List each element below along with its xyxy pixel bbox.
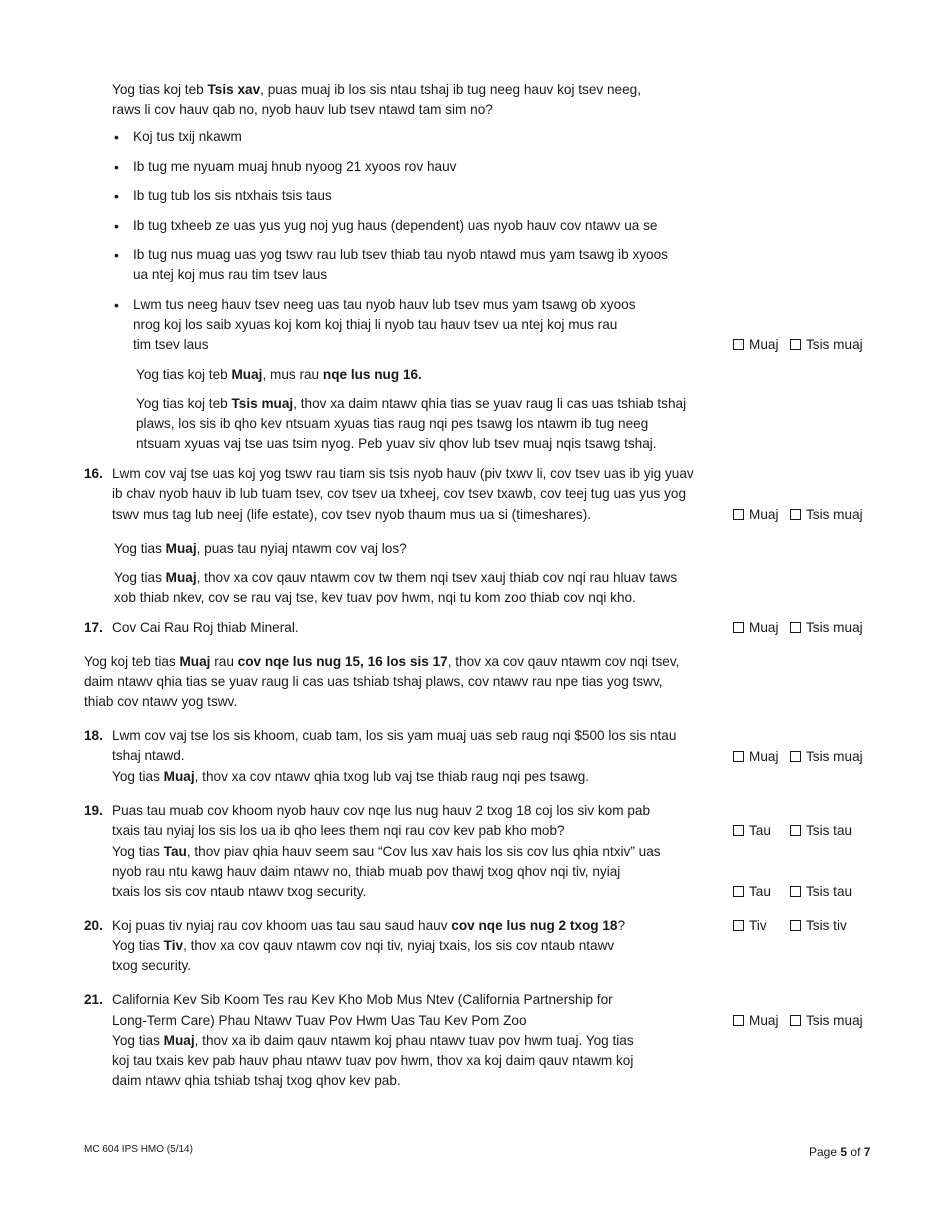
bullet-dot: • — [114, 159, 119, 175]
checkbox-tsis-muaj[interactable] — [790, 748, 863, 766]
intro-question — [112, 81, 641, 99]
text: Yog tias koj teb — [112, 82, 208, 97]
bullet-dot: • — [114, 188, 119, 204]
checkbox-box[interactable] — [733, 339, 744, 350]
text: , thov xa cov ntawv qhia txog lub vaj tse thiab raug nqi pes tsawg. — [194, 769, 590, 784]
q16-text-line2: ib chav nyob hauv ib lub tuam tsev, cov tsev ua txheej, cov tsev txawb, cov teej tug uas yus yog — [112, 486, 687, 501]
text: , thov xa daim ntawv qhia tias se yuav raug li cas uas tshiab tshaj — [293, 396, 687, 411]
checkbox-label: Tau — [749, 823, 771, 838]
text: , mus rau — [262, 367, 323, 382]
text: of — [850, 1145, 861, 1159]
text-bold: cov nqe lus nug 15, 16 los sis 17 — [237, 654, 448, 669]
checkbox-box[interactable] — [790, 509, 801, 520]
text: Yog tias — [112, 769, 164, 784]
checkbox-tsis-tiv[interactable] — [790, 917, 847, 935]
text-bold: Muaj — [165, 541, 197, 556]
text-bold: Muaj — [179, 654, 211, 669]
checkbox-box[interactable] — [733, 622, 744, 633]
bullet-dot: • — [114, 218, 119, 234]
checkbox-label: Tsis muaj — [806, 337, 863, 352]
checkbox-muaj[interactable] — [733, 748, 778, 766]
intro-no-instruction-line2: plaws, los sis ib qho kev ntsuam xyuas tias raug nqi pes tsawg los ntawm ib tug neeg — [136, 416, 649, 431]
checkbox-tsis-muaj[interactable] — [790, 619, 863, 637]
form-id: MC 604 IPS HMO (5/14) — [84, 1144, 193, 1155]
checkbox-tau[interactable] — [733, 822, 771, 840]
checkbox-box[interactable] — [733, 886, 744, 897]
text: Yog tias — [112, 844, 164, 859]
text: Page — [809, 1145, 838, 1159]
checkbox-tsis-tau[interactable] — [790, 822, 852, 840]
text-bold: Tsis muaj — [231, 396, 294, 411]
text: , puas muaj ib los sis ntau tshaj ib tug neeg hauv koj tsev neeg, — [260, 82, 641, 97]
text: Yog tias koj teb — [136, 396, 232, 411]
checkbox-box[interactable] — [790, 751, 801, 762]
text-bold: cov nqe lus nug 2 txog 18 — [451, 918, 618, 933]
text: , thov xa cov qauv ntawm cov nqi tsev, — [447, 654, 680, 669]
question-number: 16. — [84, 466, 103, 481]
checkbox-label: Tsis muaj — [806, 620, 863, 635]
text: Yog tias — [114, 570, 166, 585]
bullet-item-cont: tim tsev laus — [133, 337, 209, 352]
q19-text: Puas tau muab cov khoom nyob hauv cov nqe lus nug hauv 2 txog 18 coj los siv kom pab — [112, 803, 651, 818]
text: Yog tias — [114, 541, 166, 556]
intro-no-instruction-line3: ntsuam xyuas vaj tse uas tsim nyog. Peb yuav siv qhov lub tsev muaj nqis tsawg tshaj. — [136, 436, 657, 451]
checkbox-box[interactable] — [733, 825, 744, 836]
text: Yog tias — [112, 938, 164, 953]
question-number: 19. — [84, 803, 103, 818]
checkbox-box[interactable] — [790, 339, 801, 350]
text: , thov piav qhia hauv seem sau “Cov lus xav hais los sis cov lus qhia ntxiv” uas — [186, 844, 661, 859]
page-indicator — [809, 1143, 870, 1161]
bullet-item: Ib tug tub los sis ntxhais tsis taus — [133, 188, 332, 203]
text-bold: nqe lus nug 16. — [322, 367, 422, 382]
q18-text: Lwm cov vaj tse los sis khoom, cuab tam, los sis yam muaj uas seb raug nqi $500 los sis ntau — [112, 728, 677, 743]
q16-followup — [114, 540, 407, 558]
text-bold: Tau — [163, 844, 187, 859]
text: Koj puas tiv nyiaj rau cov khoom uas tau sau saud hauv — [112, 918, 452, 933]
checkbox-label: Tsis tau — [806, 884, 853, 899]
checkbox-box[interactable] — [790, 1015, 801, 1026]
checkbox-box[interactable] — [790, 920, 801, 931]
q17-text: Cov Cai Rau Roj thiab Mineral. — [112, 620, 299, 635]
text: Yog tias — [112, 1033, 164, 1048]
checkbox-label: Tsis tau — [806, 823, 853, 838]
bullet-item: Ib tug nus muag uas yog tswv rau lub tsev thiab tau nyob ntawd mus yam tsawg ib xyoos — [133, 247, 668, 262]
question-number: 21. — [84, 992, 103, 1007]
checkbox-label: Tsis muaj — [806, 749, 863, 764]
q20-text — [112, 917, 625, 935]
page-number: 5 — [840, 1145, 848, 1159]
q21-followup-line3: daim ntawv qhia tshiab tshaj txog qhov kev pab. — [112, 1073, 401, 1088]
checkbox-muaj[interactable] — [733, 506, 778, 524]
checkbox-tsis-muaj[interactable] — [790, 506, 863, 524]
checkbox-box[interactable] — [733, 1015, 744, 1026]
checkbox-muaj[interactable] — [733, 619, 778, 637]
checkbox-tsis-muaj[interactable] — [790, 1012, 863, 1030]
text: , thov xa cov qauv ntawm cov tw them nqi tsev xauj thiab cov nqi rau hluav taws — [196, 570, 678, 585]
bullet-dot: • — [114, 297, 119, 313]
intro-yes-instruction — [136, 366, 422, 384]
text-bold: Muaj — [163, 1033, 195, 1048]
text-bold: Muaj — [163, 769, 195, 784]
bullet-item: Koj tus txij nkawm — [133, 129, 242, 144]
bullet-item: Ib tug txheeb ze uas yus yug noj yug haus (dependent) uas nyob hauv cov ntawv ua se — [133, 218, 658, 233]
q16-text: Lwm cov vaj tse uas koj yog tswv rau tiam sis tsis nyob hauv (piv txwv li, cov tsev uas ib yig yuav — [112, 466, 694, 481]
q19-followup-line3: txais los sis cov ntaub ntawv txog security. — [112, 884, 367, 899]
question-number: 20. — [84, 918, 103, 933]
q16-followup2-line2: xob thiab nkev, cov se rau vaj tse, kev tuav pov hwm, nqi tu kom zoo thiab cov nqi kho. — [114, 590, 636, 605]
text-bold: Muaj — [231, 367, 263, 382]
checkbox-box[interactable] — [790, 825, 801, 836]
checkbox-box[interactable] — [733, 509, 744, 520]
question-number: 17. — [84, 620, 103, 635]
checkbox-box[interactable] — [790, 622, 801, 633]
checkbox-box[interactable] — [790, 886, 801, 897]
checkbox-label: Muaj — [749, 507, 779, 522]
checkbox-label: Muaj — [749, 1013, 779, 1028]
checkbox-label: Muaj — [749, 337, 779, 352]
checkbox-label: Tsis tiv — [806, 918, 847, 933]
text: , puas tau nyiaj ntawm cov vaj los? — [196, 541, 407, 556]
text: rau — [210, 654, 238, 669]
text-bold: Tiv — [163, 938, 184, 953]
intro-question-line2: raws li cov hauv qab no, nyob hauv lub tsev ntawd tam sim no? — [112, 102, 493, 117]
q16-text-line3: tswv mus tag lub neej (life estate), cov tsev nyob thaum mus ua si (timeshares). — [112, 507, 591, 522]
bullet-item-cont: ua ntej koj mus rau tim tsev laus — [133, 267, 328, 282]
q21-text-line2: Long-Term Care) Phau Ntawv Tuav Pov Hwm Uas Tau Kev Pom Zoo — [112, 1013, 527, 1028]
q20-followup — [112, 937, 614, 955]
text: , thov xa ib daim qauv ntawm koj phau ntawv tuav pov hwm tuaj. Yog tias — [194, 1033, 634, 1048]
q21-text: California Kev Sib Koom Tes rau Kev Kho Mob Mus Ntev (California Partnership for — [112, 992, 613, 1007]
q20-followup-line2: txog security. — [112, 958, 192, 973]
text: Yog tias koj teb — [136, 367, 232, 382]
checkbox-box[interactable] — [733, 920, 744, 931]
q15-17-instruction-line2: daim ntawv qhia tias se yuav raug li cas uas tshiab tshaj plaws, cov ntawv rau npe tias yog tswv, — [84, 674, 663, 689]
text: , thov xa cov qauv ntawm cov nqi tiv, nyiaj txais, los sis cov ntaub ntawv — [183, 938, 615, 953]
checkbox-tiv[interactable] — [733, 917, 767, 935]
q18-text-line2: tshaj ntawd. — [112, 748, 185, 763]
bullet-dot: • — [114, 129, 119, 145]
checkbox-label: Tau — [749, 884, 771, 899]
checkbox-label: Tsis muaj — [806, 507, 863, 522]
text: ? — [617, 918, 626, 933]
text-bold: Muaj — [165, 570, 197, 585]
bullet-item-cont: nrog koj los saib xyuas koj kom koj thiaj li nyob tau hauv tsev ua ntej koj mus rau — [133, 317, 618, 332]
bullet-item: Lwm tus neeg hauv tsev neeg uas tau nyob hauv lub tsev mus yam tsawg ob xyoos — [133, 297, 636, 312]
text: Yog koj teb tias — [84, 654, 180, 669]
q21-followup — [112, 1032, 634, 1050]
checkbox-tsis-muaj[interactable] — [790, 336, 863, 354]
checkbox-muaj[interactable] — [733, 1012, 778, 1030]
q19-followup — [112, 843, 661, 861]
q15-17-instruction-line3: thiab cov ntawv yog tswv. — [84, 694, 238, 709]
q15-17-instruction — [84, 653, 679, 671]
q19-text-line2: txais tau nyiaj los sis los ua ib qho lees them nqi rau cov kev pab kho mob? — [112, 823, 565, 838]
page-total: 7 — [863, 1145, 871, 1159]
q18-followup — [112, 768, 589, 786]
checkbox-muaj[interactable] — [733, 336, 778, 354]
question-number: 18. — [84, 728, 103, 743]
text-bold: Tsis xav — [207, 82, 261, 97]
checkbox-label: Tsis muaj — [806, 1013, 863, 1028]
q16-followup2 — [114, 569, 677, 587]
bullet-item: Ib tug me nyuam muaj hnub nyoog 21 xyoos rov hauv — [133, 159, 457, 174]
q21-followup-line2: koj tau txais kev pab hauv phau ntawv tuav pov hwm, thov xa koj daim qauv ntawm koj — [112, 1053, 634, 1068]
checkbox-tsis-tau[interactable] — [790, 883, 852, 901]
bullet-dot: • — [114, 247, 119, 263]
checkbox-label: Muaj — [749, 749, 779, 764]
checkbox-tau[interactable] — [733, 883, 771, 901]
intro-no-instruction — [136, 395, 686, 413]
checkbox-box[interactable] — [733, 751, 744, 762]
checkbox-label: Tiv — [749, 918, 767, 933]
q19-followup-line2: nyob rau ntu kawg hauv daim ntawv no, thiab muab pov thawj txog qhov nqi tiv, nyiaj — [112, 864, 621, 879]
checkbox-label: Muaj — [749, 620, 779, 635]
